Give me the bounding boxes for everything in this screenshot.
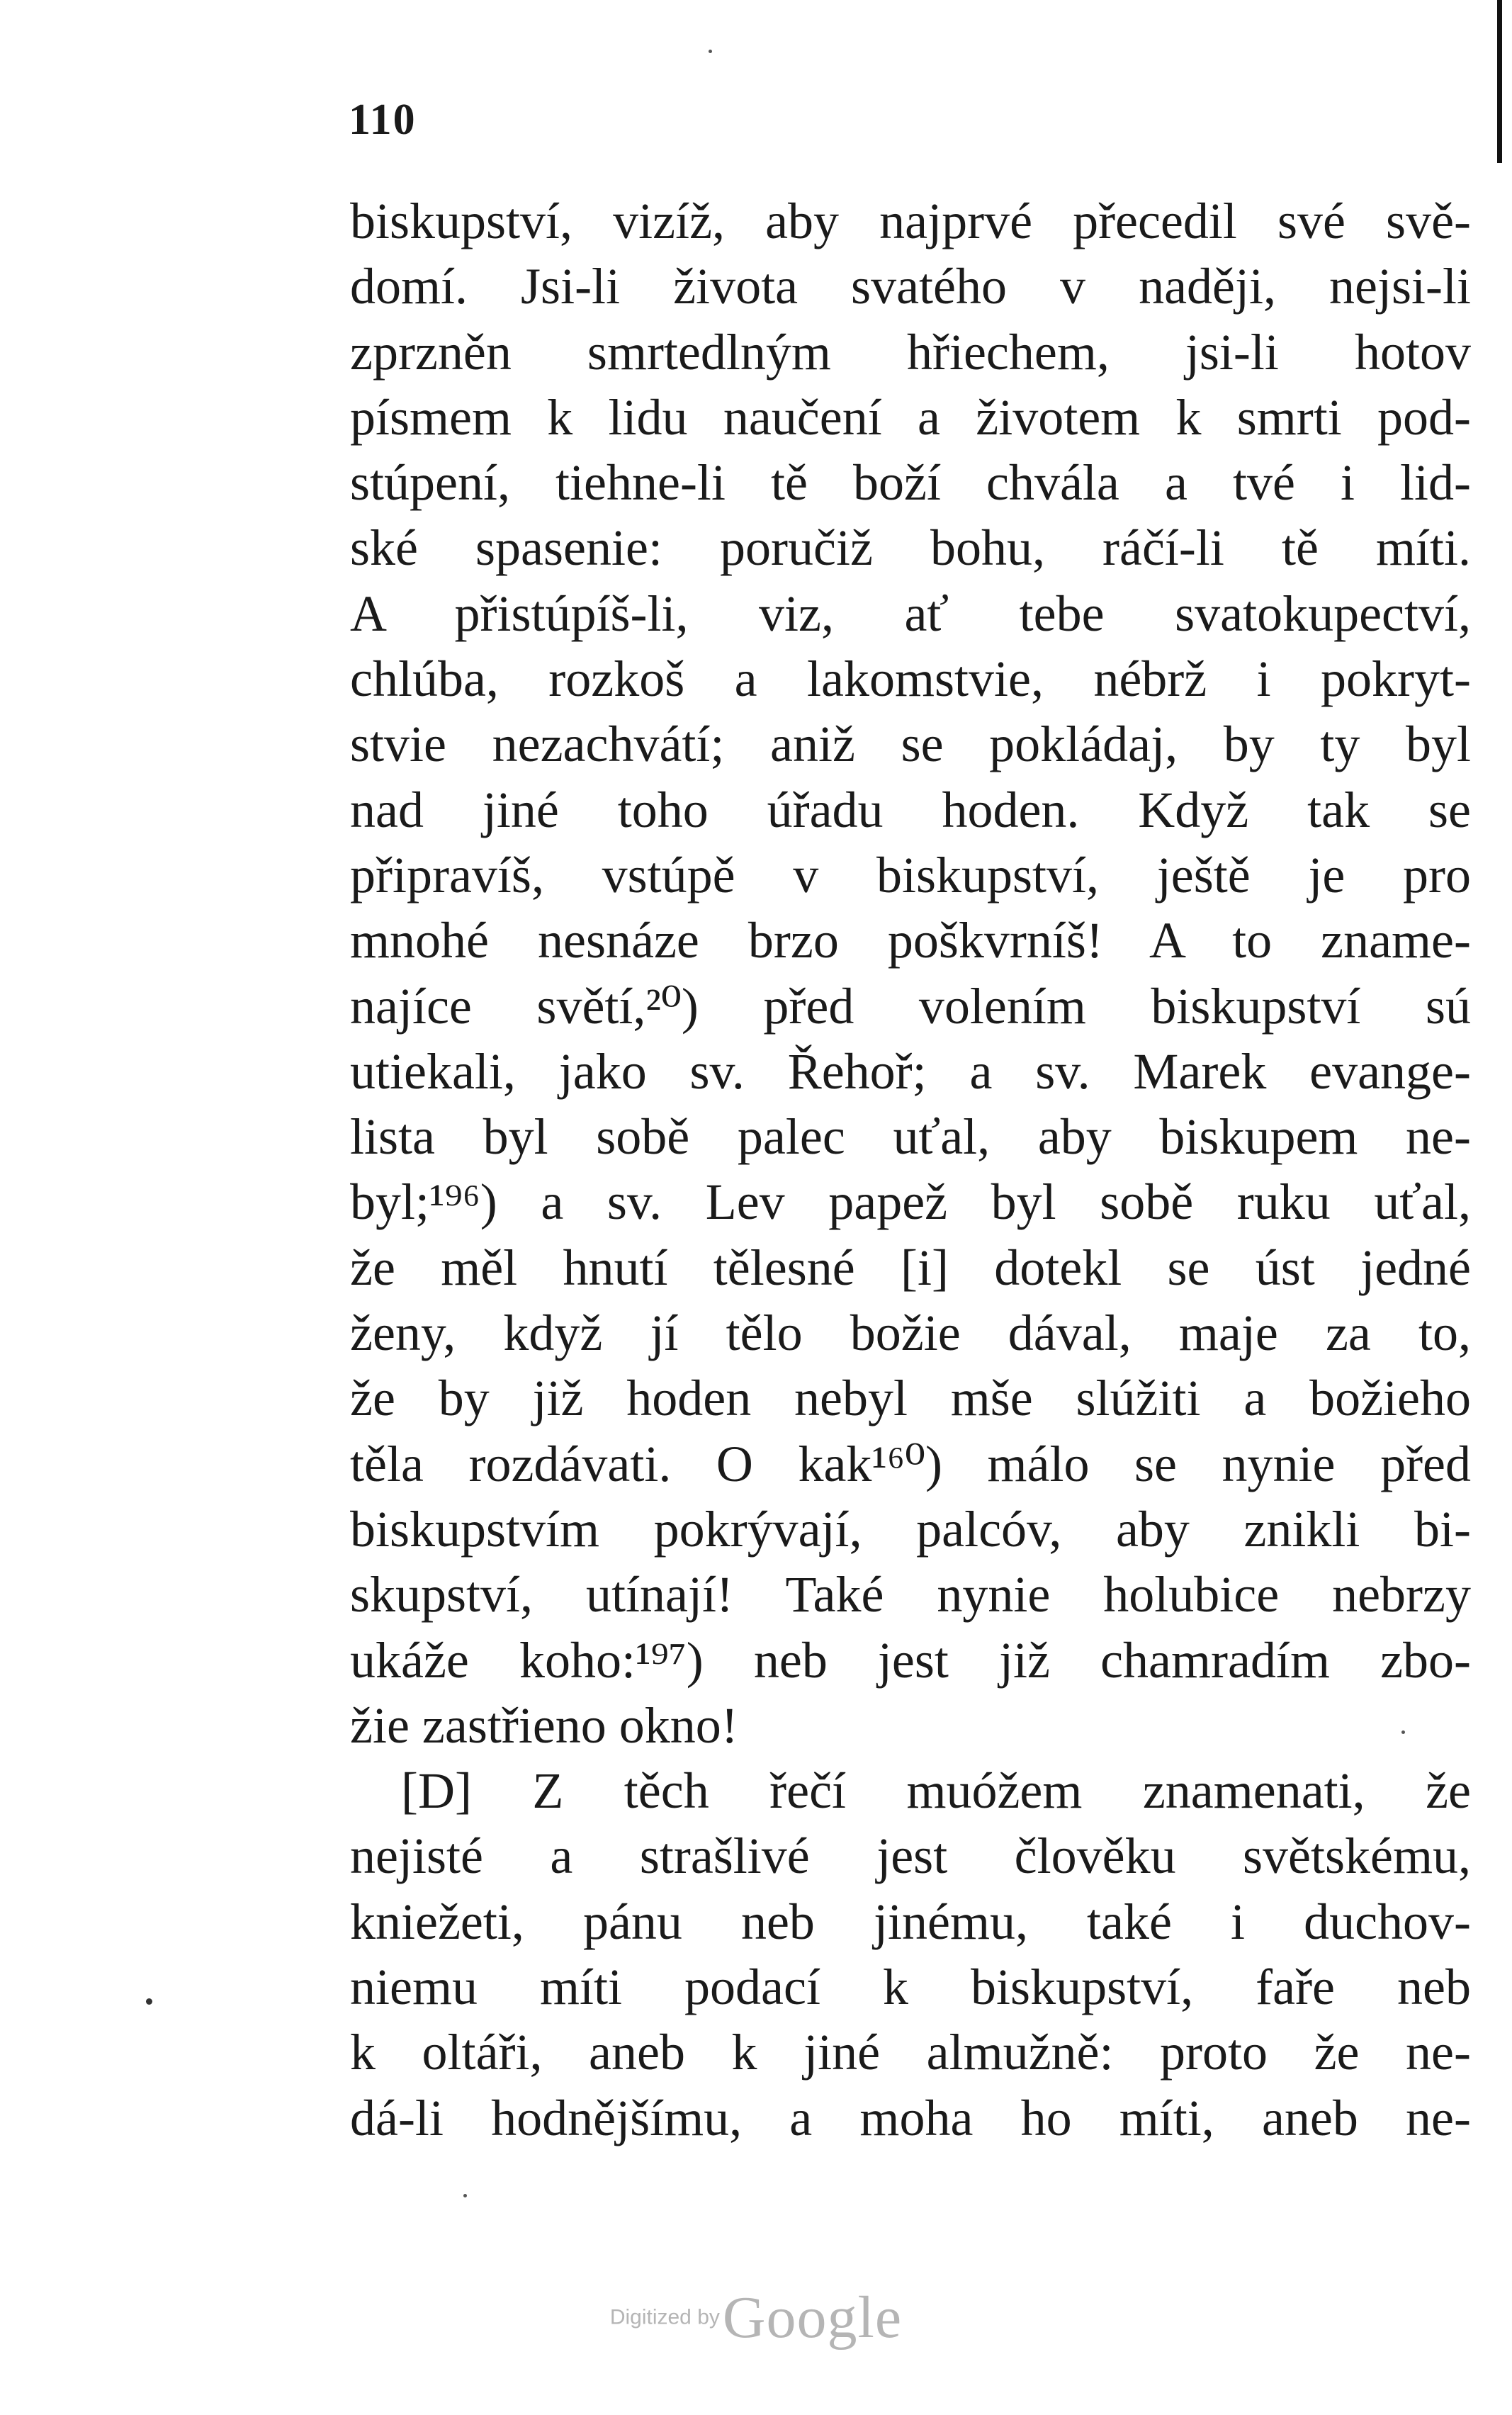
google-logo: Google: [722, 2285, 903, 2351]
paragraph-start-line: [D] Z těch řečí muóžem znamenati, že: [401, 1762, 1471, 1820]
watermark-prefix: Digitized by: [609, 2305, 720, 2329]
text-line: zprzněn smrtedlným hřiechem, jsi-li hotov: [350, 323, 1471, 381]
text-line: ukáže koho:¹⁹⁷) neb jest již chamradím zbo-: [350, 1631, 1471, 1689]
text-line: ženy, když jí tělo božie dával, maje za to,: [350, 1305, 1471, 1362]
text-line: biskupstvím pokrývají, palcóv, aby znikli bi-: [350, 1500, 1471, 1558]
text-line: skupství, utínají! Také nynie holubice nebrzy: [350, 1566, 1471, 1623]
scan-speck: [463, 2194, 467, 2197]
text-line: mnohé nesnáze brzo poškvrníš! A to zname-: [350, 912, 1471, 969]
text-line: že měl hnutí tělesné [i] dotekl se úst jedné: [350, 1239, 1471, 1296]
text-line: nad jiné toho úřadu hoden. Když tak se: [350, 781, 1471, 838]
text-line: připravíš, vstúpě v biskupství, ještě je pro: [350, 846, 1471, 903]
text-line: domí. Jsi-li života svatého v naději, nejsi-li: [350, 258, 1471, 315]
body-text: [350, 188, 1471, 2151]
paragraph-end-line: žie zastřieno okno!: [350, 1696, 738, 1754]
scan-speck: [709, 50, 712, 53]
text-line: lista byl sobě palec uťal, aby biskupem ne-: [350, 1108, 1471, 1166]
text-line: těla rozdávati. O kak¹⁶⁰) málo se nynie před: [350, 1435, 1471, 1492]
scan-speck: [1401, 1730, 1405, 1734]
text-line: k oltáři, aneb k jiné almužně: proto že ne-: [350, 2024, 1471, 2081]
text-line: byl;¹⁹⁶) a sv. Lev papež byl sobě ruku uťal,: [350, 1173, 1471, 1231]
page-number: 110: [349, 96, 417, 144]
text-line: najíce světí,²⁰) před volením biskupství sú: [350, 977, 1471, 1035]
text-line: utiekali, jako sv. Řehoř; a sv. Marek evange-: [350, 1042, 1471, 1100]
digitized-watermark: [0, 2283, 1512, 2352]
text-line: ské spasenie: poručiž bohu, ráčí-li tě míti.: [350, 519, 1471, 577]
text-line: chlúba, rozkoš a lakomstvie, nébrž i pokryt-: [350, 651, 1471, 708]
text-line: niemu míti podací k biskupství, faře neb: [350, 1959, 1471, 2016]
text-line: A přistúpíš-li, viz, ať tebe svatokupectví,: [350, 585, 1471, 642]
margin-dot: [146, 1998, 152, 2005]
text-line: nejisté a strašlivé jest člověku světskému,: [350, 1828, 1471, 1885]
text-line: písmem k lidu naučení a životem k smrti pod-: [350, 388, 1471, 446]
text-line: kniežeti, pánu neb jinému, také i duchov-: [350, 1893, 1471, 1950]
text-line: stvie nezachvátí; aniž se pokládaj, by ty byl: [350, 716, 1471, 773]
text-line: že by již hoden nebyl mše slúžiti a božieho: [350, 1370, 1471, 1427]
page-edge-line: [1497, 0, 1502, 163]
text-line: dá-li hodnějšímu, a moha ho míti, aneb ne-: [350, 2089, 1471, 2146]
text-line: stúpení, tiehne-li tě boží chvála a tvé i lid-: [350, 454, 1471, 512]
text-line: biskupství, vizíž, aby najprvé přecedil své svě-: [350, 193, 1471, 249]
